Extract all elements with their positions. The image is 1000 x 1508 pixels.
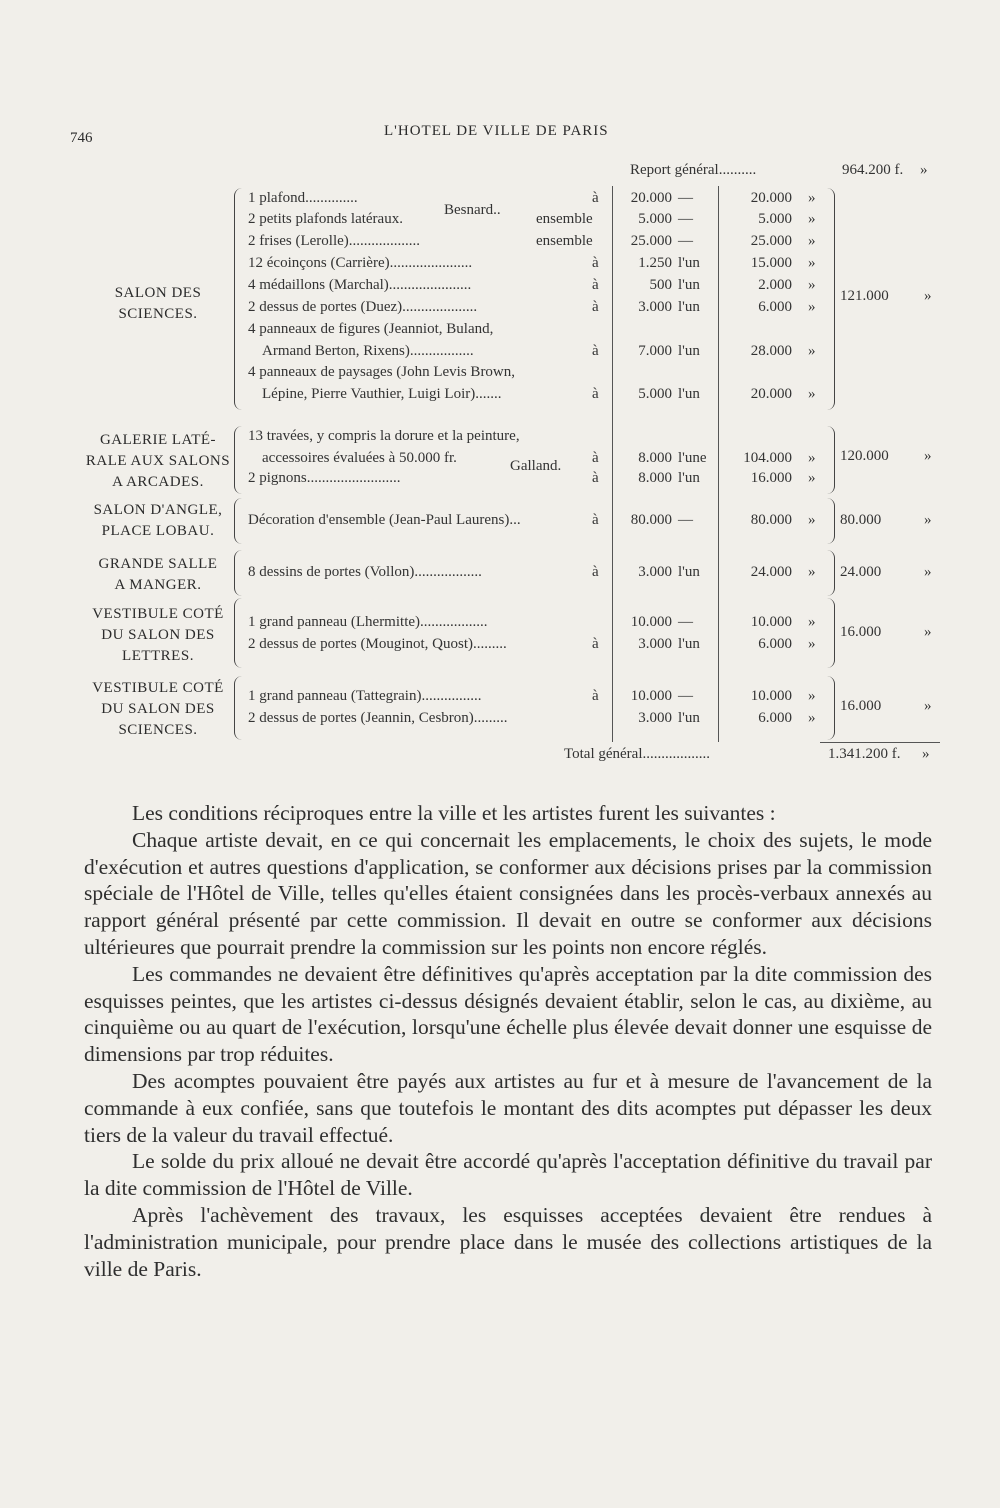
section-name-line: GALERIE LATÉ- — [99, 432, 217, 448]
subtotal-mark: » — [924, 624, 932, 640]
row-mark: » — [808, 190, 816, 206]
row-price: 8.000 — [638, 470, 672, 486]
row-per: — — [678, 512, 693, 528]
body-text — [84, 800, 932, 1282]
section-name-line: SCIENCES. — [118, 306, 198, 322]
section-name-line: GRANDE SALLE — [98, 556, 218, 572]
row-mark: » — [808, 614, 816, 630]
row-per: — — [678, 688, 693, 704]
section-name-line: SALON D'ANGLE, — [93, 502, 223, 518]
section-name — [78, 500, 238, 542]
total-rule — [820, 742, 940, 743]
left-brace — [234, 676, 243, 740]
row-price: 10.000 — [630, 614, 672, 630]
row-per: l'un — [678, 636, 700, 652]
row-per: l'un — [678, 710, 700, 726]
row-price: 3.000 — [638, 636, 672, 652]
row-per: l'un — [678, 255, 700, 271]
row-per: l'un — [678, 386, 700, 402]
row-amount: 2.000 — [758, 277, 792, 293]
row-per: — — [678, 190, 693, 206]
section-name-line: VESTIBULE COTÉ — [92, 606, 224, 622]
row-unit: à — [592, 299, 599, 315]
row-description: 1 plafond.............. — [248, 190, 358, 206]
paragraph: Les commandes ne devaient être définitives qu'après acceptation par la dite commission des esquisses peintes, que les artistes ci-dessus désignés devaient établir, selon le cas, au dixième, au cinquième ou au quart de l'exécution, lorsqu'une échelle plus élevée devait donner une esquisse de dimensions par trop réduites. — [84, 961, 932, 1067]
row-per: — — [678, 614, 693, 630]
row-amount: 5.000 — [758, 211, 792, 227]
row-unit: à — [592, 564, 599, 580]
row-unit: à — [592, 512, 599, 528]
row-description: 4 médaillons (Marchal)...................... — [248, 277, 472, 293]
row-description: 1 grand panneau (Tattegrain)................ — [248, 688, 482, 704]
row-description: 4 panneaux de paysages (John Levis Brown, — [248, 364, 516, 380]
row-mark: » — [808, 386, 816, 402]
row-description-cont: accessoires évaluées à 50.000 fr. — [262, 450, 457, 466]
row-description: 13 travées, y compris la dorure et la peinture, — [248, 428, 520, 444]
row-price: 7.000 — [638, 343, 672, 359]
row-description: 2 frises (Lerolle)................... — [248, 233, 421, 249]
section-name-line: RALE AUX SALONS — [85, 453, 231, 469]
subtotal-mark: » — [924, 698, 932, 714]
row-description-cont: Armand Berton, Rixens)................. — [262, 343, 474, 359]
left-brace — [234, 188, 243, 410]
row-per: — — [678, 211, 693, 227]
section-name — [78, 604, 238, 667]
row-price: 20.000 — [630, 190, 672, 206]
row-amount: 10.000 — [750, 688, 792, 704]
section-name-line: VESTIBULE COTÉ — [92, 680, 224, 696]
row-description: 4 panneaux de figures (Jeanniot, Buland, — [248, 321, 494, 337]
right-brace — [826, 498, 835, 544]
grand-total-value: 1.341.200 f. — [828, 746, 901, 762]
row-per: l'un — [678, 299, 700, 315]
row-price: 80.000 — [630, 512, 672, 528]
column-rule-amount — [718, 186, 719, 742]
row-amount: 6.000 — [758, 636, 792, 652]
subtotal-mark: » — [924, 512, 932, 528]
row-per: l'un — [678, 343, 700, 359]
paragraph: Chaque artiste devait, en ce qui concernait les emplacements, le choix des sujets, le mode d'exécution et autres questions d'application, se conformer aux décisions prises par la commission spéciale de l'Hôtel de Ville, telles qu'elles étaient consignées dans les procès-verbaux annexés au rapport général présenté par cette commission. Il devait en outre se conformer aux décisions ultérieures que pourrait prendre la commission sur les points non encore réglés. — [84, 827, 932, 959]
row-description: 8 dessins de portes (Vollon).................. — [248, 564, 482, 580]
subtotal-mark: » — [924, 564, 932, 580]
row-mark: » — [808, 211, 816, 227]
row-description: 12 écoinçons (Carrière)...................... — [248, 255, 473, 271]
row-unit: ensemble — [536, 233, 593, 249]
row-unit: à — [592, 190, 599, 206]
row-price: 500 — [649, 277, 672, 293]
page-number: 746 — [70, 130, 93, 146]
row-price: 3.000 — [638, 710, 672, 726]
section-name-line: DU SALON DES — [101, 627, 215, 643]
row-amount: 20.000 — [750, 190, 792, 206]
subtotal-mark: » — [924, 288, 932, 304]
row-mark: » — [808, 710, 816, 726]
row-amount: 10.000 — [750, 614, 792, 630]
row-per: l'une — [678, 450, 707, 466]
section-name-line: LETTRES. — [122, 648, 194, 664]
row-mark: » — [808, 299, 816, 315]
row-description: 2 pignons......................... — [248, 470, 401, 486]
row-amount: 20.000 — [750, 386, 792, 402]
row-per: l'un — [678, 564, 700, 580]
report-total: 964.200 f. — [842, 162, 904, 178]
row-description: 1 grand panneau (Lhermitte).................. — [248, 614, 488, 630]
row-amount: 6.000 — [758, 710, 792, 726]
paragraph: Des acomptes pouvaient être payés aux artistes au fur et à mesure de l'avancement de la commande à eux confiée, sans que toutefois le montant des dits acomptes put dépasser les deux tiers de la valeur du travail effectué. — [84, 1068, 932, 1147]
right-brace — [826, 550, 835, 596]
section-name — [78, 283, 238, 325]
row-per: l'un — [678, 277, 700, 293]
row-mark: » — [808, 343, 816, 359]
row-unit: ensemble — [536, 211, 593, 227]
row-price: 3.000 — [638, 299, 672, 315]
row-price: 1.250 — [638, 255, 672, 271]
left-brace — [234, 426, 243, 494]
section-subtotal: 16.000 — [840, 624, 882, 640]
paragraph: Les conditions réciproques entre la ville et les artistes furent les suivantes : — [132, 801, 776, 825]
row-mark: » — [808, 277, 816, 293]
row-mark: » — [808, 233, 816, 249]
artist-name: Galland. — [510, 458, 562, 474]
row-mark: » — [808, 450, 816, 466]
row-price: 5.000 — [638, 386, 672, 402]
row-price: 3.000 — [638, 564, 672, 580]
section-name — [78, 430, 238, 493]
row-mark: » — [808, 636, 816, 652]
row-amount: 80.000 — [750, 512, 792, 528]
row-unit: à — [592, 636, 599, 652]
section-name-line: PLACE LOBAU. — [101, 523, 215, 539]
row-price: 8.000 — [638, 450, 672, 466]
row-unit: à — [592, 255, 599, 271]
left-brace — [234, 498, 243, 544]
row-amount: 104.000 — [743, 450, 792, 466]
grand-total-label: Total général.................. — [564, 746, 710, 762]
artist-name: Besnard.. — [444, 202, 501, 218]
row-amount: 15.000 — [750, 255, 792, 271]
row-price: 5.000 — [638, 211, 672, 227]
row-description: 2 dessus de portes (Mouginot, Quost)......... — [248, 636, 507, 652]
row-amount: 28.000 — [750, 343, 792, 359]
row-mark: » — [808, 688, 816, 704]
section-name — [78, 678, 238, 741]
row-amount: 16.000 — [750, 470, 792, 486]
row-mark: » — [808, 564, 816, 580]
row-mark: » — [808, 512, 816, 528]
section-name-line: A MANGER. — [114, 577, 202, 593]
section-name — [78, 554, 238, 596]
left-brace — [234, 550, 243, 596]
paragraph: Le solde du prix alloué ne devait être accordé qu'après l'acceptation définitive du travail par la dite commission de l'Hôtel de Ville. — [84, 1149, 932, 1201]
row-mark: » — [808, 470, 816, 486]
section-name-line: DU SALON DES — [101, 701, 215, 717]
row-per: l'un — [678, 470, 700, 486]
section-subtotal: 80.000 — [840, 512, 882, 528]
row-mark: » — [808, 255, 816, 271]
row-amount: 24.000 — [750, 564, 792, 580]
row-price: 25.000 — [630, 233, 672, 249]
row-description: 2 dessus de portes (Duez).................... — [248, 299, 478, 315]
row-per: — — [678, 233, 693, 249]
row-description-cont: Lépine, Pierre Vauthier, Luigi Loir)....... — [262, 386, 502, 402]
subtotal-mark: » — [924, 448, 932, 464]
left-brace — [234, 598, 243, 668]
right-brace — [826, 598, 835, 668]
row-amount: 25.000 — [750, 233, 792, 249]
report-label: Report général.......... — [630, 162, 757, 178]
section-subtotal: 120.000 — [840, 448, 889, 464]
right-brace — [826, 426, 835, 494]
row-amount: 6.000 — [758, 299, 792, 315]
column-rule-price — [612, 186, 613, 742]
row-unit: à — [592, 450, 599, 466]
running-head: L'HOTEL DE VILLE DE PARIS — [384, 123, 609, 139]
row-unit: à — [592, 688, 599, 704]
row-price: 10.000 — [630, 688, 672, 704]
section-subtotal: 121.000 — [840, 288, 889, 304]
section-name-line: A ARCADES. — [112, 474, 204, 490]
section-subtotal: 24.000 — [840, 564, 882, 580]
section-subtotal: 16.000 — [840, 698, 882, 714]
row-description: 2 dessus de portes (Jeannin, Cesbron)......... — [248, 710, 508, 726]
row-unit: à — [592, 470, 599, 486]
section-name-line: SALON DES — [114, 285, 202, 301]
row-description: 2 petits plafonds latéraux. — [248, 211, 403, 227]
row-description: Décoration d'ensemble (Jean-Paul Laurens)... — [248, 512, 521, 528]
section-name-line: SCIENCES. — [118, 722, 198, 738]
row-unit: à — [592, 343, 599, 359]
right-brace — [826, 676, 835, 740]
paragraph: Après l'achèvement des travaux, les esquisses acceptées devaient être rendues à l'administration municipale, pour prendre place dans le musée des collections artistiques de la ville de Paris. — [84, 1202, 932, 1281]
grand-total-mark: » — [922, 746, 930, 762]
right-brace — [826, 188, 835, 410]
report-mark: » — [920, 162, 928, 178]
row-unit: à — [592, 386, 599, 402]
row-unit: à — [592, 277, 599, 293]
